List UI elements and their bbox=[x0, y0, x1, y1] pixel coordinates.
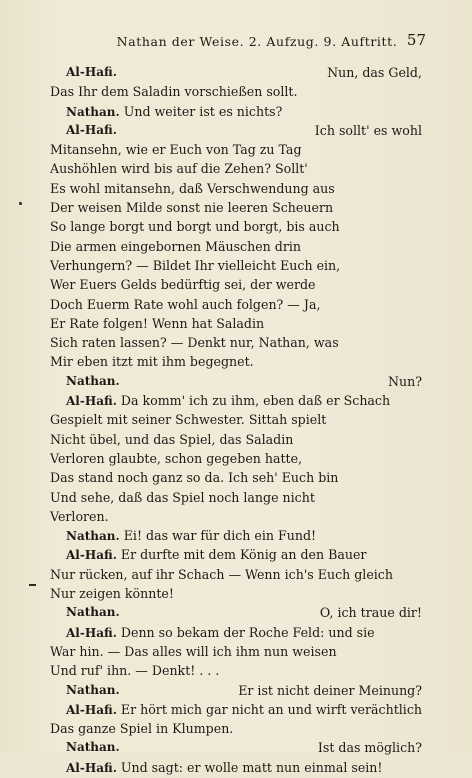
text-line bbox=[50, 526, 422, 545]
speaker-name: Al-Hafi. bbox=[66, 625, 117, 640]
margin-speck bbox=[19, 202, 22, 205]
text-line bbox=[50, 719, 422, 738]
text-line bbox=[50, 758, 422, 777]
verse-text: O, ich traue dir! bbox=[319, 605, 422, 621]
verse-text: Und sehe, daß das Spiel noch lange nicht bbox=[50, 489, 315, 505]
verse-text: Aushöhlen wird bis auf die Zehen? Sollt' bbox=[50, 161, 308, 177]
text-line bbox=[50, 738, 422, 757]
verse-text: Es wohl mitansehn, daß Verschwendung aus bbox=[50, 180, 335, 196]
speaker-name: Nathan. bbox=[66, 104, 120, 119]
text-line bbox=[50, 449, 422, 468]
text-line bbox=[50, 159, 422, 178]
text-line bbox=[50, 314, 422, 333]
text-line bbox=[50, 256, 422, 275]
text-line bbox=[50, 507, 422, 526]
text-line bbox=[50, 410, 422, 429]
verse-text: Er durfte mit dem König an den Bauer bbox=[120, 547, 367, 563]
verse-text: Und weiter ist es nichts? bbox=[123, 103, 283, 119]
verse-text: Der weisen Milde sonst nie leeren Scheuern bbox=[50, 200, 334, 216]
text-line bbox=[50, 391, 422, 410]
speaker-name: Al-Hafi. bbox=[66, 122, 117, 137]
verse-text: Nur rücken, auf ihr Schach — Wenn ich's Euch gleich bbox=[50, 566, 393, 582]
text-line bbox=[50, 372, 422, 391]
text-line bbox=[50, 468, 422, 487]
text-line bbox=[50, 237, 422, 256]
speaker-name: Al-Hafi. bbox=[66, 548, 117, 563]
verse-text: Verhungern? — Bildet Ihr vielleicht Euch ein, bbox=[50, 257, 341, 273]
speaker-name: Nathan. bbox=[66, 682, 120, 697]
verse-text: Und ruf' ihn. — Denkt! . . . bbox=[50, 663, 220, 679]
page-number: 57 bbox=[406, 31, 426, 49]
speaker-name: Al-Hafi. bbox=[66, 702, 117, 717]
verse-text: Verloren glaubte, schon gegeben hatte, bbox=[50, 450, 303, 466]
text-line bbox=[50, 63, 422, 82]
text-line bbox=[50, 198, 422, 217]
text-line bbox=[50, 295, 422, 314]
running-head: Nathan der Weise. 2. Aufzug. 9. Auftritt. bbox=[116, 34, 398, 49]
text-line bbox=[50, 603, 422, 622]
verse-text: Er Rate folgen! Wenn hat Saladin bbox=[50, 315, 265, 331]
verse-text: So lange borgt und borgt und borgt, bis auch bbox=[50, 219, 340, 235]
drama-text bbox=[50, 63, 422, 777]
verse-text: Gespielt mit seiner Schwester. Sittah spielt bbox=[50, 412, 327, 428]
verse-text: Ei! das war für dich ein Fund! bbox=[123, 528, 317, 544]
text-line bbox=[50, 140, 422, 159]
verse-text: Nur zeigen könnte! bbox=[50, 586, 174, 602]
text-line bbox=[50, 179, 422, 198]
verse-text: Sich raten lassen? — Denkt nur, Nathan, was bbox=[50, 335, 339, 351]
verse-text: Ich sollt' es wohl bbox=[314, 122, 422, 138]
text-line bbox=[50, 623, 422, 642]
verse-text: Er hört mich gar nicht an und wirft verächtlich bbox=[120, 701, 422, 717]
text-line bbox=[50, 82, 422, 101]
text-line bbox=[50, 217, 422, 236]
text-line bbox=[50, 661, 422, 680]
margin-mark bbox=[29, 584, 36, 586]
text-line bbox=[50, 333, 422, 352]
verse-text: Mitansehn, wie er Euch von Tag zu Tag bbox=[50, 142, 302, 158]
speaker-name: Nathan. bbox=[66, 740, 120, 755]
text-line bbox=[50, 430, 422, 449]
verse-text: War hin. — Das alles will ich ihm nun weisen bbox=[50, 643, 337, 659]
verse-text: Da komm' ich zu ihm, eben daß er Schach bbox=[120, 393, 391, 409]
verse-text: Die armen eingebornen Mäuschen drin bbox=[50, 238, 301, 254]
verse-text: Das stand noch ganz so da. Ich seh' Euch bin bbox=[50, 470, 339, 486]
speaker-name: Nathan. bbox=[66, 605, 120, 620]
text-line bbox=[50, 700, 422, 719]
verse-text: Verloren. bbox=[50, 508, 109, 524]
speaker-name: Al-Hafi. bbox=[66, 394, 117, 409]
text-line bbox=[50, 565, 422, 584]
verse-text: Wer Euers Gelds bedürftig sei, der werde bbox=[50, 277, 316, 293]
verse-text: Er ist nicht deiner Meinung? bbox=[238, 682, 422, 698]
text-line bbox=[50, 642, 422, 661]
text-line bbox=[50, 584, 422, 603]
verse-text: Das ganze Spiel in Klumpen. bbox=[50, 721, 234, 737]
text-line bbox=[50, 488, 422, 507]
verse-text: Nun, das Geld, bbox=[327, 65, 422, 80]
verse-text: Denn so bekam der Roche Feld: und sie bbox=[120, 624, 375, 640]
text-line bbox=[50, 275, 422, 294]
verse-text: Das Ihr dem Saladin vorschießen sollt. bbox=[50, 84, 298, 100]
text-line bbox=[50, 545, 422, 564]
verse-text: Ist das möglich? bbox=[317, 740, 422, 756]
speaker-name: Nathan. bbox=[66, 529, 120, 544]
text-line bbox=[50, 681, 422, 700]
verse-text: Doch Euerm Rate wohl auch folgen? — Ja, bbox=[50, 296, 321, 312]
verse-text: Mir eben itzt mit ihm begegnet. bbox=[50, 354, 254, 370]
verse-text: Nun? bbox=[388, 373, 422, 389]
speaker-name: Nathan. bbox=[66, 373, 120, 388]
speaker-name: Al-Hafi. bbox=[66, 760, 117, 775]
verse-text: Und sagt: er wolle matt nun einmal sein! bbox=[120, 759, 383, 775]
text-line bbox=[50, 352, 422, 371]
verse-text: Nicht übel, und das Spiel, das Saladin bbox=[50, 431, 294, 447]
text-line bbox=[50, 121, 422, 140]
speaker-name: Al-Hafi. bbox=[66, 65, 117, 79]
text-line bbox=[50, 102, 422, 121]
